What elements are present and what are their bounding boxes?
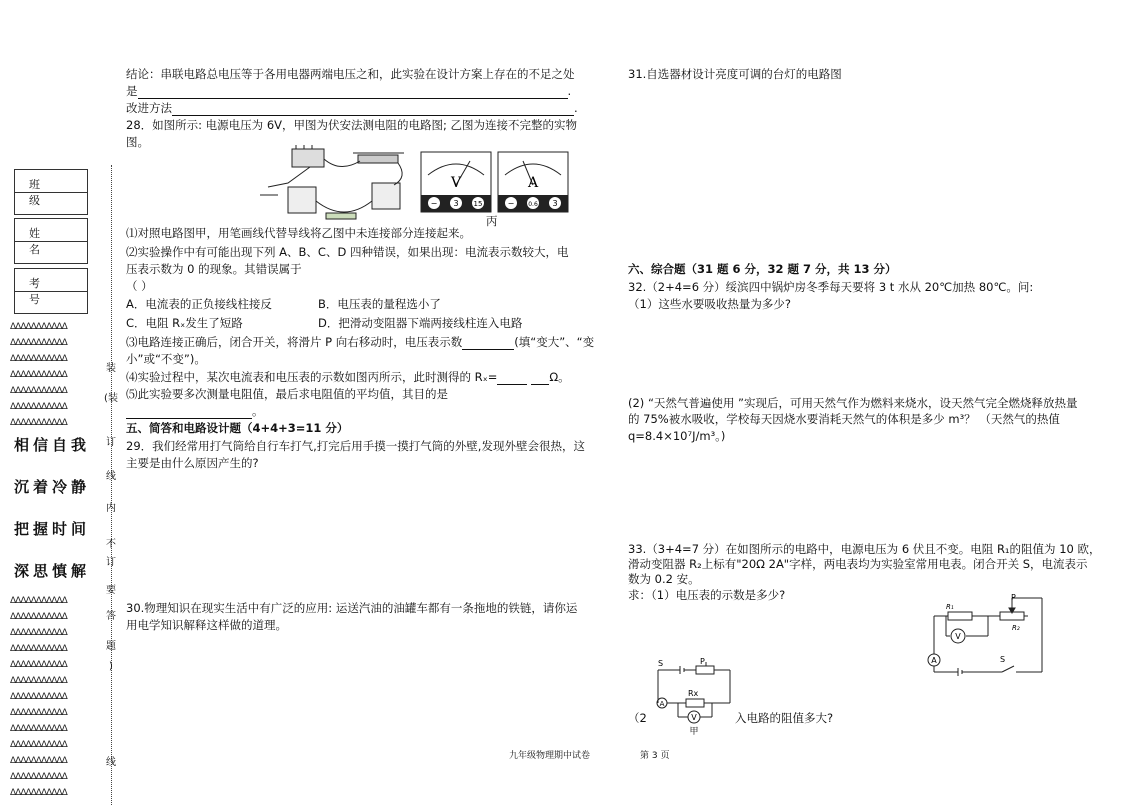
q28-part1: ⑴对照电路图甲，用笔画线代替导线将乙图中未连接部分连接起来。: [126, 226, 471, 240]
answer-blank: [126, 418, 252, 419]
slider-label-p: P: [700, 657, 705, 666]
option-b: B．电压表的量程选小了: [318, 297, 441, 311]
q28-part5: ⑸此实验要多次测量电阻值，最后求电阻值的平均值，其目的是: [126, 387, 448, 401]
ammeter-terminal: 0.6: [528, 201, 538, 208]
triangle-row: ΔΔΔΔΔΔΔΔΔΔΔ: [10, 724, 67, 734]
q33-line3: 数为 0.2 安。: [628, 572, 700, 586]
answer-blank: [531, 384, 549, 385]
triangle-row: ΔΔΔΔΔΔΔΔΔΔΔ: [10, 644, 67, 654]
binding-line: [111, 165, 112, 805]
binding-mark: 装: [106, 363, 116, 374]
binding-mark: 线: [106, 471, 116, 482]
q33-line2: 滑动变阻器 R₂上标有"20Ω 2A"字样，两电表均为实验室常用电表。闭合开关 S，电流表示: [628, 557, 1088, 571]
q33-part2-end: 入电路的阻值多大?: [735, 711, 834, 725]
ammeter-symbol: A: [931, 656, 937, 665]
r2-label: R₂: [1012, 624, 1020, 632]
triangle-row: ΔΔΔΔΔΔΔΔΔΔΔ: [10, 322, 67, 332]
q32-part2-line2: 的 75%被水吸收，学校每天因烧水要消耗天然气的体积是多少 m³？ （天然气的热值: [628, 412, 1060, 426]
triangle-row: ΔΔΔΔΔΔΔΔΔΔΔ: [10, 338, 67, 348]
triangle-row: ΔΔΔΔΔΔΔΔΔΔΔ: [10, 612, 67, 622]
motto-3: 把握时间: [14, 520, 91, 538]
option-a: A．电流表的正负接线柱接反: [126, 297, 272, 311]
binding-mark: 订: [106, 557, 116, 568]
triangle-row: ΔΔΔΔΔΔΔΔΔΔΔ: [10, 402, 67, 412]
ammeter-terminal: −: [507, 199, 515, 208]
name-field: [14, 218, 88, 264]
q33-circuit-diagram: [916, 592, 1046, 678]
triangle-row: ΔΔΔΔΔΔΔΔΔΔΔ: [10, 788, 67, 798]
triangle-row: ΔΔΔΔΔΔΔΔΔΔΔ: [10, 418, 67, 428]
diagram-label-jia: 甲: [689, 727, 699, 736]
voltmeter-terminal: −: [430, 199, 438, 208]
q30-line1: 30.物理知识在现实生活中有广泛的应用: 运送汽油的油罐车都有一条拖地的铁链，请你运: [126, 601, 578, 615]
answer-blank: [138, 98, 568, 99]
ammeter-symbol: A: [527, 175, 539, 191]
conclusion-text: 结论：串联电路总电压等于各用电器两端电压之和，此实验在设计方案上存在的不足之处: [126, 67, 575, 81]
rx-label: Rx: [688, 689, 699, 698]
q32-line1: 32.（2+4=6 分）绥滨四中锅炉房冬季每天要将 3 t 水从 20℃加热 80℃。问:: [628, 280, 1034, 294]
conclusion-tail: 是 .: [126, 84, 572, 98]
motto-2: 沉着冷静: [14, 478, 91, 496]
binding-mark: (装: [104, 393, 118, 404]
motto-1: 相信自我: [14, 436, 91, 454]
diagram-label-bing: 丙: [486, 214, 498, 228]
option-d: D．把滑动变阻器下端两接线柱连入电路: [318, 316, 523, 330]
q28-part2-line1: ⑵实验操作中有可能出现下列 A、B、C、D 四种错误，如果出现：电流表示数较大，电: [126, 245, 569, 259]
option-c: C．电阻 Rₓ发生了短路: [126, 316, 243, 330]
binding-mark: 题: [106, 641, 116, 652]
binding-mark: 线: [106, 757, 116, 768]
circuit-diagram-jia: [648, 656, 744, 736]
answer-blank: [462, 349, 514, 350]
triangle-row: ΔΔΔΔΔΔΔΔΔΔΔ: [10, 596, 67, 606]
binding-mark: 不: [106, 539, 116, 550]
binding-mark: 要: [106, 585, 116, 596]
name-label: 姓 名: [29, 227, 54, 256]
exam-number-label: 考 号: [29, 277, 54, 306]
switch-label-s: S: [658, 659, 664, 668]
triangle-row: ΔΔΔΔΔΔΔΔΔΔΔ: [10, 756, 67, 766]
class-label: 班 级: [29, 178, 54, 207]
improve-text: 改进方法 .: [126, 101, 578, 115]
q28-line2: 图。: [126, 135, 149, 149]
slider-label-p: P: [1011, 593, 1016, 602]
binding-mark: 订: [106, 437, 116, 448]
triangle-row: ΔΔΔΔΔΔΔΔΔΔΔ: [10, 772, 67, 782]
exam-number-field: [14, 268, 88, 314]
answer-blank: [172, 115, 574, 116]
q29-line1: 29．我们经常用打气筒给自行车打气,打完后用手摸一摸打气筒的外壁,发现外壁会很热，这: [126, 439, 585, 453]
q30-line2: 用电学知识解释这样做的道理。: [126, 618, 287, 632]
class-field: [14, 169, 88, 215]
ammeter-dial: [497, 151, 569, 213]
triangle-row: ΔΔΔΔΔΔΔΔΔΔΔ: [10, 386, 67, 396]
footer-title: 九年级物理期中试卷: [509, 751, 591, 761]
footer-page: 第 3 页: [640, 751, 670, 761]
switch-label-s: S: [1000, 655, 1006, 664]
binding-mark: 答: [106, 611, 116, 622]
q32-part2-line1: (2) “天然气普遍使用 ”实现后，可用天然气作为燃料来烧水，设天然气完全燃烧释放热量: [628, 396, 1078, 410]
voltmeter-symbol: V: [955, 632, 961, 641]
triangle-row: ΔΔΔΔΔΔΔΔΔΔΔ: [10, 740, 67, 750]
q33-line1: 33.（3+4=7 分）在如图所示的电路中，电源电压为 6 伏且不变。电阻 R₁的阻值为 10 欧，: [628, 542, 1101, 556]
voltmeter-terminal: 3: [453, 199, 459, 208]
q31-text: 31.自选器材设计亮度可调的台灯的电路图: [628, 67, 842, 81]
section-6-heading: 六、综合题（31 题 6 分，32 题 7 分，共 13 分）: [628, 262, 897, 276]
voltmeter-symbol: V: [691, 713, 697, 722]
q29-line2: 主要是由什么原因产生的?: [126, 456, 259, 470]
binding-mark: ): [109, 661, 113, 672]
q28-part2-bracket: （ ）: [126, 279, 153, 293]
q28-line1: 28．如图所示: 电源电压为 6V，甲图为伏安法测电阻的电路图; 乙图为连接不完整的实物: [126, 118, 578, 132]
binding-mark: 内: [106, 503, 116, 514]
q33-part1: 求：（1）电压表的示数是多少?: [628, 588, 786, 602]
triangle-row: ΔΔΔΔΔΔΔΔΔΔΔ: [10, 692, 67, 702]
q32-part2-line3: q=8.4×10⁷J/m³。): [628, 429, 726, 443]
triangle-row: ΔΔΔΔΔΔΔΔΔΔΔ: [10, 708, 67, 718]
triangle-row: ΔΔΔΔΔΔΔΔΔΔΔ: [10, 660, 67, 670]
r1-label: R₁: [946, 603, 954, 611]
q28-part5-blank: 。: [126, 403, 264, 419]
ammeter-terminal: 3: [552, 199, 558, 208]
answer-blank: [497, 384, 527, 385]
triangle-row: ΔΔΔΔΔΔΔΔΔΔΔ: [10, 354, 67, 364]
motto-4: 深思慎解: [14, 562, 91, 580]
triangle-row: ΔΔΔΔΔΔΔΔΔΔΔ: [10, 628, 67, 638]
voltmeter-terminal: 15: [473, 200, 483, 208]
q28-part3-line1: ⑶电路连接正确后，闭合开关，将滑片 P 向右移动时，电压表示数 (填“变大”、“变: [126, 335, 595, 349]
triangle-row: ΔΔΔΔΔΔΔΔΔΔΔ: [10, 676, 67, 686]
q32-part1: （1）这些水要吸收热量为多少?: [628, 297, 791, 311]
voltmeter-symbol: V: [450, 175, 462, 191]
q33-part2-start: （2: [628, 711, 647, 725]
circuit-apparatus-diagram: [248, 143, 418, 229]
q28-part3-line2: 小”或“不变”)。: [126, 352, 206, 366]
q28-part2-line2: 压表示数为 0 的现象。其错误属于: [126, 262, 302, 276]
section-5-heading: 五、简答和电路设计题（4+4+3=11 分）: [126, 421, 349, 435]
q28-part4: ⑷实验过程中，某次电流表和电压表的示数如图丙所示，此时测得的 Rₓ= Ω。: [126, 370, 570, 384]
voltmeter-dial: [420, 151, 492, 213]
triangle-row: ΔΔΔΔΔΔΔΔΔΔΔ: [10, 370, 67, 380]
ammeter-symbol: A: [659, 700, 665, 708]
